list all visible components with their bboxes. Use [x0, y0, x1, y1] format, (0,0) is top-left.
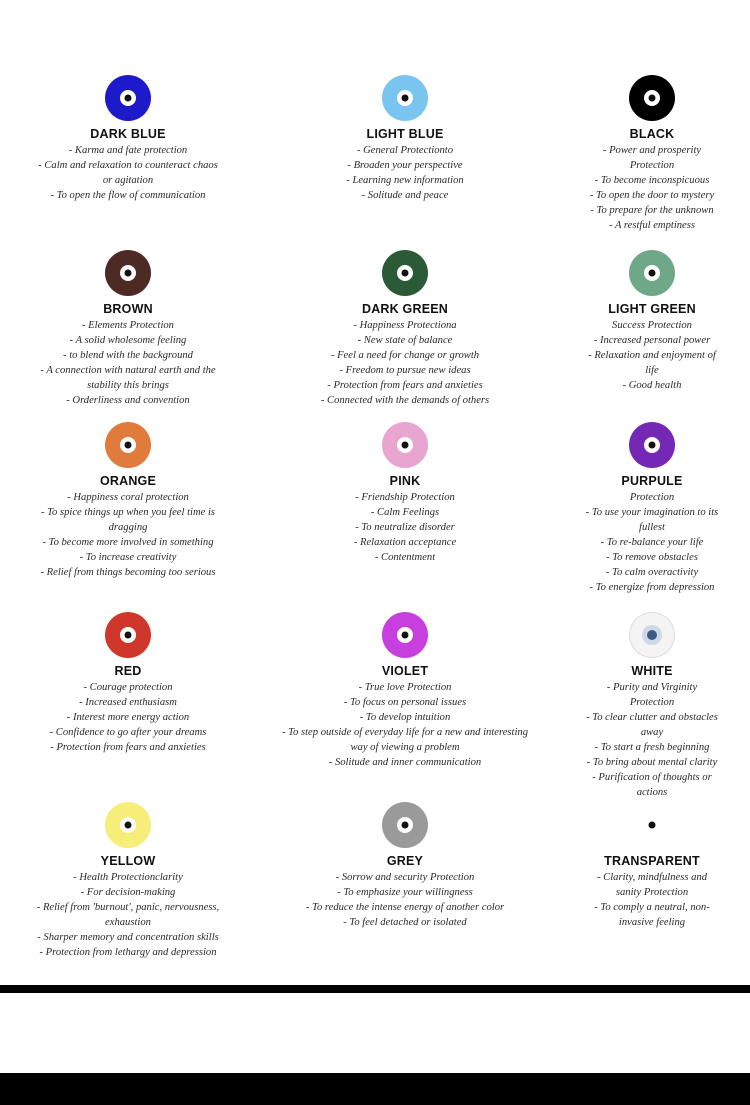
- meaning-line: - Power and prosperity Protection: [602, 145, 702, 171]
- meaning-line: - General Protectionto: [356, 145, 454, 156]
- meaning-line: - To remove obstacles: [606, 552, 698, 563]
- meaning-line: - Happiness Protectiona: [353, 320, 457, 331]
- meaning-line: - To clear clutter and obstacles away: [586, 712, 718, 738]
- meaning-line: - To bring about mental clarity: [586, 757, 718, 768]
- meaning-line: - To become inconspicuous: [594, 175, 710, 186]
- evil-eye-light-green-icon: [629, 250, 675, 296]
- bottom-bar: [0, 1073, 750, 1105]
- evil-eye-yellow-icon: [105, 802, 151, 848]
- meaning-line: - Protection from fears and anxieties: [50, 742, 206, 753]
- card-pink: [280, 422, 530, 565]
- evil-eye-orange-icon: [105, 422, 151, 468]
- meaning-line: - Calm Feelings: [370, 507, 440, 518]
- meaning-line: - Friendship Protection: [355, 492, 455, 503]
- meaning-line: - Relief from things becoming too serious: [40, 567, 216, 578]
- meaning-line: - Relaxation and enjoyment of life: [588, 350, 716, 376]
- card-light-blue: [280, 75, 530, 203]
- card-white: [527, 612, 750, 800]
- evil-eye-pink-icon: [382, 422, 428, 468]
- meaning-line: - Protection from fears and anxieties: [327, 380, 483, 391]
- evil-eye-white-icon: [629, 612, 675, 658]
- meaning-line: - To open the door to mystery: [589, 190, 715, 201]
- meaning-line: - Freedom to pursue new ideas: [339, 365, 471, 376]
- card-dark-blue: [3, 75, 253, 203]
- meaning-line: - A connection with natural earth and the stability this brings: [40, 365, 216, 391]
- color-name: PINK: [389, 474, 421, 488]
- color-name: BROWN: [103, 302, 153, 316]
- meaning-line: - To step outside of everyday life for a new and interesting way of viewing a problem: [281, 727, 529, 753]
- meaning-line: - Increased enthusiasm: [79, 697, 177, 708]
- card-brown: [3, 250, 253, 408]
- meaning-line: - Relief from 'burnout', panic, nervousness, exhaustion: [36, 902, 220, 928]
- meaning-line: - To increase creativity: [79, 552, 177, 563]
- evil-eye-transparent-icon: [629, 802, 675, 848]
- meaning-line: - Sharper memory and concentration skills: [37, 932, 219, 943]
- meaning-line: - Increased personal power: [593, 335, 711, 346]
- meaning-line: - Sorrow and security Protection: [335, 872, 475, 883]
- card-purple: [527, 422, 750, 595]
- meaning-line: - To become more involved in something: [42, 537, 214, 548]
- color-name: DARK GREEN: [361, 302, 449, 316]
- evil-eye-dark-blue-icon: [105, 75, 151, 121]
- meaning-line: - To comply a neutral, non- invasive feeling: [594, 902, 710, 928]
- evil-eye-violet-icon: [382, 612, 428, 658]
- meaning-line: - Good health: [622, 380, 682, 391]
- color-name: DARK BLUE: [90, 127, 166, 141]
- color-name: GREY: [386, 854, 424, 868]
- meaning-line: - Contentment: [374, 552, 436, 563]
- meaning-line: - Orderliness and convention: [66, 395, 190, 406]
- meaning-line: - To spice things up when you feel time is dragging: [40, 507, 216, 533]
- card-violet: [245, 612, 565, 770]
- meaning-line: - A restful emptiness: [608, 220, 696, 231]
- meaning-line: - to blend with the background: [63, 350, 193, 361]
- card-grey: [280, 802, 530, 930]
- evil-eye-brown-icon: [105, 250, 151, 296]
- meaning-line: - To calm overactivity: [605, 567, 699, 578]
- color-name: BLACK: [629, 127, 675, 141]
- meaning-line: - To energize from depression: [589, 582, 715, 593]
- meaning-line: - To neutralize disorder: [355, 522, 455, 533]
- meaning-line: - Solitude and peace: [361, 190, 449, 201]
- divider-rule: [0, 985, 750, 993]
- meaning-line: - Elements Protection: [82, 320, 174, 331]
- meaning-line: - Connected with the demands of others: [320, 395, 490, 406]
- card-yellow: [3, 802, 253, 960]
- meaning-line: - Broaden your perspective: [347, 160, 463, 171]
- card-light-green: [527, 250, 750, 393]
- meaning-line: - Protection from lethargy and depression: [39, 947, 217, 958]
- card-orange: [3, 422, 253, 580]
- meaning-line: - Relaxation acceptance: [353, 537, 457, 548]
- card-dark-green: [280, 250, 530, 408]
- meaning-line: - Feel a need for change or growth: [330, 350, 480, 361]
- meaning-line: - To focus on personal issues: [343, 697, 467, 708]
- meaning-line: - To prepare for the unknown: [590, 205, 714, 216]
- card-black: [527, 75, 750, 233]
- color-name: RED: [114, 664, 142, 678]
- meaning-line: - To feel detached or isolated: [343, 917, 467, 928]
- meaning-line: - Learning new information: [346, 175, 464, 186]
- meaning-line: - True love Protection: [358, 682, 452, 693]
- meaning-line: - To open the flow of communication: [50, 190, 206, 201]
- meaning-line: - To develop intuition: [359, 712, 451, 723]
- evil-eye-black-icon: [629, 75, 675, 121]
- evil-eye-dark-green-icon: [382, 250, 428, 296]
- meaning-line: - For decision-making: [80, 887, 176, 898]
- meaning-line: - Karma and fate protection: [68, 145, 188, 156]
- evil-eye-red-icon: [105, 612, 151, 658]
- meaning-line: - To reduce the intense energy of another color: [305, 902, 505, 913]
- evil-eye-light-blue-icon: [382, 75, 428, 121]
- meaning-line: - Calm and relaxation to counteract chaos or agitation: [38, 160, 218, 186]
- evil-eye-grey-icon: [382, 802, 428, 848]
- color-name: VIOLET: [381, 664, 429, 678]
- meaning-line: - Purification of thoughts or actions: [592, 772, 712, 798]
- card-red: [3, 612, 253, 755]
- meaning-line: - Happiness coral protection: [67, 492, 189, 503]
- color-name: ORANGE: [99, 474, 157, 488]
- meaning-line: - Health Protectionclarity: [73, 872, 183, 883]
- color-name: LIGHT BLUE: [366, 127, 444, 141]
- evil-eye-purple-icon: [629, 422, 675, 468]
- meaning-line: - New state of balance: [357, 335, 453, 346]
- meaning-line: - Courage protection: [83, 682, 173, 693]
- meaning-line: - Purity and Virginity Protection: [606, 682, 698, 708]
- meaning-line: - A solid wholesome feeling: [69, 335, 187, 346]
- color-name: PURPULE: [621, 474, 683, 488]
- meaning-line: - To emphasize your willingness: [337, 887, 473, 898]
- meaning-line: Success Protection: [612, 320, 692, 331]
- meaning-line: - To start a fresh beginning: [594, 742, 710, 753]
- meaning-line: - Solitude and inner communication: [328, 757, 482, 768]
- meaning-line: Protection: [629, 492, 675, 503]
- color-name: WHITE: [631, 664, 673, 678]
- meaning-line: - To use your imagination to its fullest: [585, 507, 719, 533]
- color-name: YELLOW: [100, 854, 156, 868]
- color-name: LIGHT GREEN: [608, 302, 696, 316]
- color-name: TRANSPARENT: [604, 854, 700, 868]
- meaning-line: - Interest more energy action: [66, 712, 190, 723]
- card-transparent: [527, 802, 750, 930]
- meaning-line: - To re-balance your life: [600, 537, 704, 548]
- meaning-line: - Clarity, mindfulness and sanity Protection: [596, 872, 708, 898]
- meaning-line: - Confidence to go after your dreams: [49, 727, 207, 738]
